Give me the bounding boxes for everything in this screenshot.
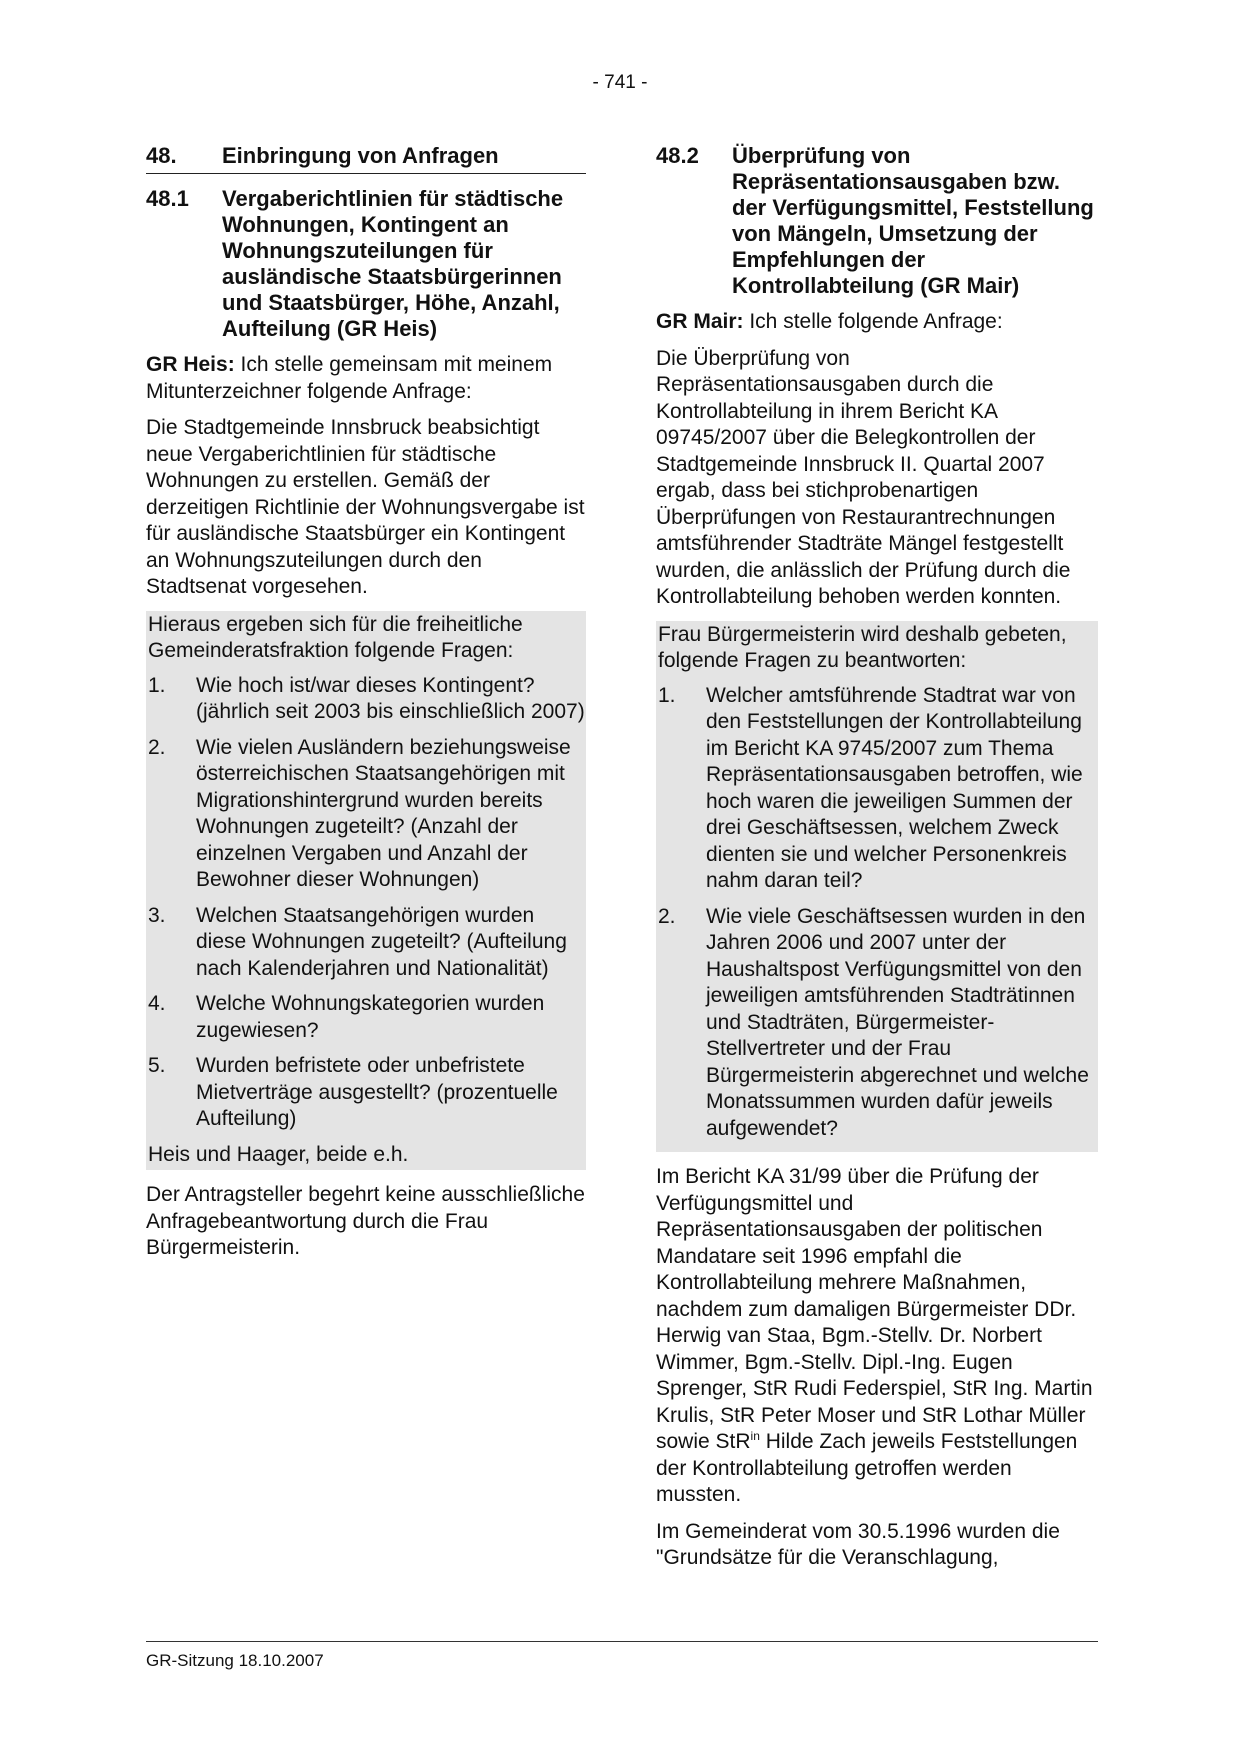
list-item [148, 735, 586, 894]
superscript: in [750, 1429, 760, 1443]
inquiry-box [146, 611, 586, 1171]
report-text-a: Im Bericht KA 31/99 über die Prüfung der Verfügungsmittel und Repräsentationsausgaben der politischen Mandatare seit 1996 empfahl die Kontrollabteilung mehrere Maßnahmen, nachdem zum damaligen Bürgermeister DDr. Herwig van Staa, Bgm.-Stellv. Dr. Norbert Wimmer, Bgm.-Stellv. Dipl.-Ing. Eugen Sprenger, StR Rudi Federspiel, StR Ing. Martin Krulis, StR Peter Moser und StR Lothar Müller sowie StR [656, 1165, 1093, 1453]
right-column [656, 143, 1098, 1582]
subsection-title: Überprüfung von Repräsentationsausgaben bzw. der Verfügungsmittel, Feststellung von Mängeln, Umsetzung der Empfehlungen der Kontrollabteilung (GR Mair) [732, 143, 1094, 298]
inquiry-box [656, 621, 1098, 1153]
list-item [148, 673, 586, 726]
footer-divider [146, 1641, 1098, 1642]
intro-text: Ich stelle gemeinsam mit meinem Mitunterzeichner folgende Anfrage: [146, 353, 553, 403]
subsection-heading-48-1 [146, 186, 586, 342]
page-number: - 741 - [592, 72, 648, 93]
footer-text: GR-Sitzung 18.10.2007 [146, 1651, 324, 1670]
list-item [658, 683, 1098, 895]
list-item-text: Welcher amtsführende Stadtrat war von den Feststellungen der Kontrollabteilung im Bericht KA 9745/2007 zum Thema Repräsentationsausgaben betroffen, wie hoch waren die jeweiligen Summen der drei Geschäftsessen, welchem Zweck dienten sie und welcher Personenkreis nahm daran teil? [706, 683, 1083, 892]
subsection-number: 48.1 [146, 186, 189, 211]
list-item-text: Welche Wohnungskategorien wurden zugewiesen? [196, 992, 545, 1042]
council-paragraph: Im Gemeinderat vom 30.5.1996 wurden die "Grundsätze für die Veranschlagung, [656, 1519, 1060, 1569]
left-column [146, 143, 586, 1272]
intro-paragraph [656, 309, 1098, 336]
list-item [658, 904, 1098, 1143]
list-item-number: 2. [658, 904, 676, 928]
list-item [148, 903, 586, 983]
list-item-number: 3. [148, 903, 166, 927]
intro-text: Ich stelle folgende Anfrage: [743, 310, 1003, 333]
question-list [658, 683, 1098, 1143]
list-item-text: Wie vielen Ausländern beziehungsweise österreichischen Staatsangehörigen mit Migrationshintergrund wurden bereits Wohnungen zugeteilt? (Anzahl der einzelnen Vergaben und Anzahl der Bewohner dieser Wohnungen) [196, 735, 571, 891]
intro-paragraph [146, 352, 586, 405]
section-number: 48. [146, 143, 177, 168]
list-item-number: 4. [148, 992, 166, 1015]
question-list [148, 673, 586, 1133]
signature-line: Heis und Haager, beide e.h. [148, 1142, 409, 1166]
list-item-number: 1. [658, 683, 676, 707]
list-item-number: 1. [148, 673, 166, 697]
report-paragraph [656, 1164, 1098, 1509]
speaker-name: GR Mair: [656, 310, 744, 333]
subsection-heading-48-2 [656, 143, 1098, 299]
list-item [148, 991, 586, 1044]
closing-paragraph: Der Antragsteller begehrt keine ausschließliche Anfragebeantwortung durch die Frau Bürgermeisterin. [146, 1183, 585, 1259]
inquiry-intro: Frau Bürgermeisterin wird deshalb gebeten, folgende Fragen zu beantworten: [658, 622, 1067, 672]
list-item-text: Wurden befristete oder unbefristete Mietverträge ausgestellt? (prozentuelle Aufteilung) [196, 1054, 558, 1130]
body-paragraph: Die Überprüfung von Repräsentationsausgaben durch die Kontrollabteilung in ihrem Bericht KA 09745/2007 über die Belegkontrollen der Stadtgemeinde Innsbruck II. Quartal 2007 ergab, dass bei stichprobenartigen Überprüfungen von Restaurantrechnungen amtsführender Stadträte Mängel festgestellt wurden, die anlässlich der Prüfung durch die Kontrollabteilung behoben werden konnten. [656, 346, 1071, 608]
list-item-text: Wie viele Geschäftsessen wurden in den Jahren 2006 und 2007 unter der Haushaltspost Verfügungsmittel von den jeweiligen amtsführenden Stadträtinnen und Stadträten, Bürgermeister-Stellvertreter und der Frau Bürgermeisterin abgerechnet und welche Monatssummen wurden dafür jeweils aufgewendet? [706, 904, 1089, 1140]
subsection-title: Vergaberichtlinien für städtische Wohnungen, Kontingent an Wohnungszuteilungen für ausländische Staatsbürgerinnen und Staatsbürger, Höhe, Anzahl, Aufteilung (GR Heis) [222, 186, 564, 341]
section-title: Einbringung von Anfragen [222, 143, 499, 168]
report-text-b: Hilde Zach jeweils Feststellungen der Kontrollabteilung getroffen werden mussten. [656, 1430, 1078, 1506]
list-item [148, 1053, 586, 1133]
inquiry-intro: Hieraus ergeben sich für die freiheitliche Gemeinderatsfraktion folgende Fragen: [148, 612, 523, 662]
speaker-name: GR Heis: [146, 353, 235, 376]
list-item-text: Wie hoch ist/war dieses Kontingent? (jährlich seit 2003 bis einschließlich 2007) [196, 673, 585, 723]
list-item-text: Welchen Staatsangehörigen wurden diese Wohnungen zugeteilt? (Aufteilung nach Kalenderjahren und Nationalität) [196, 903, 567, 980]
subsection-number: 48.2 [656, 143, 699, 168]
list-item-number: 2. [148, 735, 166, 759]
list-item-number: 5. [148, 1054, 166, 1077]
section-heading [146, 143, 586, 174]
body-paragraph: Die Stadtgemeinde Innsbruck beabsichtigt neue Vergaberichtlinien für städtische Wohnungen zu erstellen. Gemäß der derzeitigen Richtlinie der Wohnungsvergabe ist für ausländische Staatsbürger ein Kontingent an Wohnungszuteilungen durch den Stadtsenat vorgesehen. [146, 416, 585, 598]
